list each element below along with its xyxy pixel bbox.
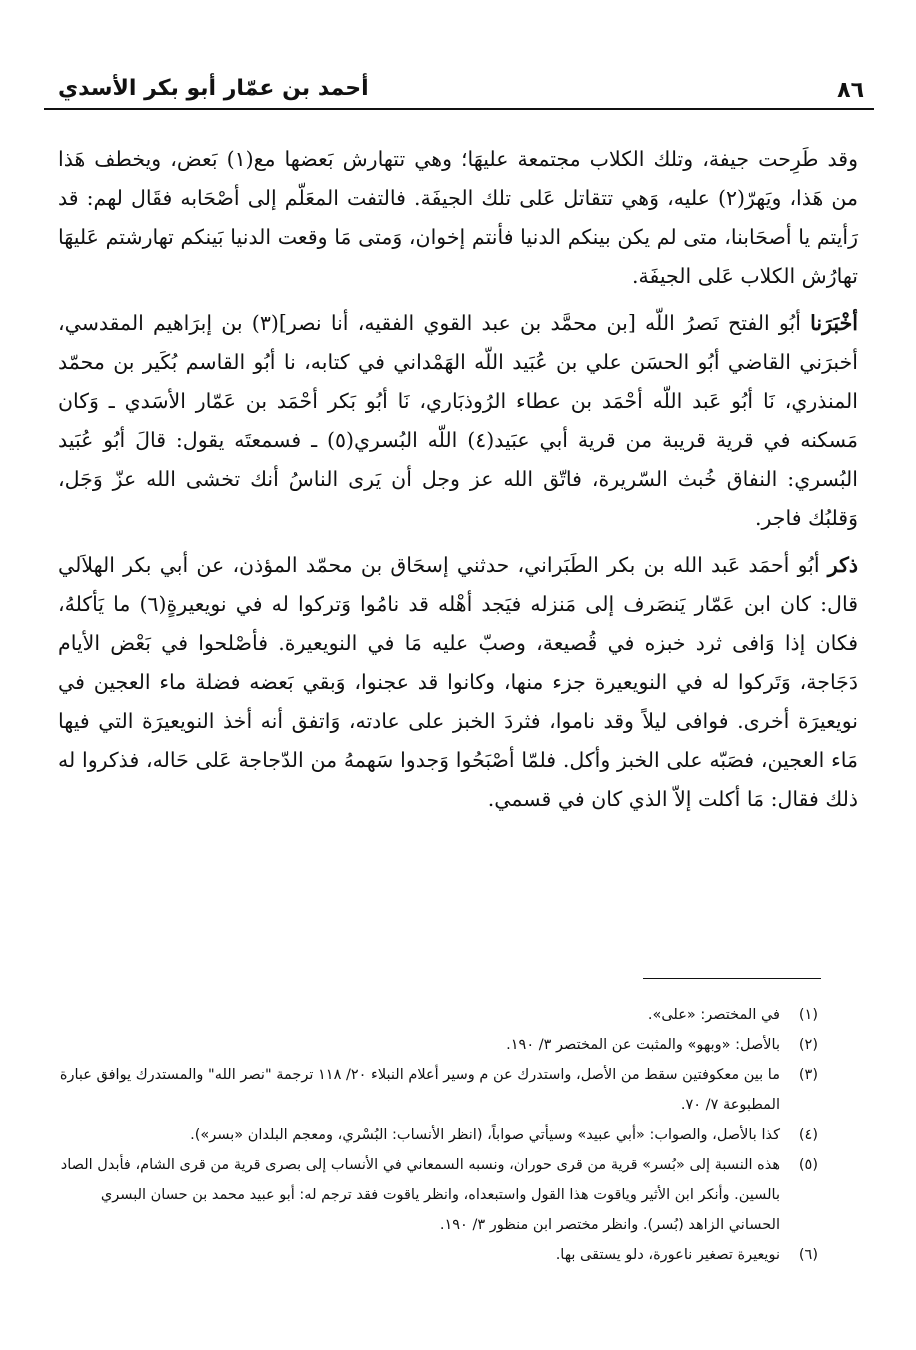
footnote-1 [52,1000,818,1030]
footnotes [52,1000,818,1270]
footnote-text: كذا بالأصل، والصواب: «أبي عبيد» وسيأتي صواباً، (انظر الأنساب: البُسْري، ومعجم البلدان «بسر»). [190,1127,780,1143]
paragraph-lead: ذكر [827,553,858,577]
footnote-number: (٦) [798,1247,818,1263]
footnote-4 [52,1120,818,1150]
footnote-text: ما بين معكوفتين سقط من الأصل، واستدرك عن م وسير أعلام النبلاء ٢٠/ ١١٨ ترجمة "نصر الله" والمستدرك يوافق عبارة المطبوعة ٧/ ٧٠. [59,1067,780,1113]
paragraph-text: وقد طَرِحت جيفة، وتلك الكلاب مجتمعة عليهَا؛ وهي تتهارش بَعضها مع(١) بَعض، ويخطف هَذا من هَذا، ويَهرّ(٢) عليه، وَهي تتقاتل عَلى تلك الجيفَة. فالتفت المعَلّم إلى أصْحَابه فقَال لهم: قد رَأيتم يا أصحَابنا، متى لم يكن بينكم الدنيا فأنتم إخوان، وَمتى مَا وقعت الدنيا بَينكم تهارشتم عَليهَا تهارُش الكلاب عَلى الجيفَة. [58,147,859,288]
footnote-number: (٢) [798,1037,818,1053]
paragraph-lead: أخْبَرَنا [810,311,858,335]
page-header [44,72,874,110]
footnote-number: (٣) [798,1067,818,1083]
footnote-number: (٥) [798,1157,818,1173]
footnote-separator [643,978,821,979]
footnote-2 [52,1030,818,1060]
footnote-number: (٤) [798,1127,818,1143]
footnote-number: (١) [798,1007,818,1023]
footnote-text: بالأصل: «وبهو» والمثبت عن المختصر ٣/ ١٩٠. [506,1037,780,1053]
paragraph-text: أبُو الفتح نَصرُ اللّه [بن محمَّد بن عبد القوي الفقيه، أنا نصر](٣) بن إبرَاهيم المقدسي، أخبرَني القاضي أبُو الحسَن علي بن عُبَيد اللّه الهَمْداني في كتابه، نا أبُو القاسم بُكَير بن محمّد المنذري، نَا أبُو عَبد اللّه أحْمَد بن عطاء الرُوذبَاري، نَا أبُو بَكر أحْمَد بن عَمّار الأسَدي ـ وَكان مَسكنه في قرية قريبة من قرية أبي عبَيد(٤) اللّه البُسري(٥) ـ فسمعتَه يقول: قالَ أبُو عُبَيد البُسري: النفاق خُبث السّريرة، فاتّق الله عز وجل أن يَرى الناسُ أنك تخشى الله عزّ وَجَل، وَقلبُك فاجر. [58,311,859,530]
paragraph-text: أبُو أحمَد عَبد الله بن بكر الطَبَراني، حدثني إسحَاق بن محمّد المؤذن، عن أبي بكر الهلاَلي قال: كان ابن عَمّار يَنصَرف إلى مَنزله فيَجد أهْله قد نامُوا وَتركوا له في نويعيرةٍ(٦) ما يَأكلهُ، فكان إذا وَافى ثرد خبزه في قُصيعة، وصبّ عليه مَا في النويعيرة. فأصْلحوا في بَعْض الأيام دَجَاجة، وَتَركوا له في النويعيرة جزء منها، وكانوا قد عجنوا، وَبقي بَعضه فضلة ماء العجين في نويعيرَة أخرى. فوافى ليلاً وقد ناموا، فثردَ الخبز على عادته، وَاتفق أنه أخذ النويعيرَة التي فيها مَاء العجين، فصَبّه على الخبز وأكل. فلمّا أصْبَحُوا وَجدوا سَهمهُ من الدّجاجة عَلى حَاله، فذكروا له ذلك فقال: مَا أكلت إلاّ الذي كان في قسمي. [58,553,858,811]
footnote-3 [52,1060,818,1120]
running-title: أحمد بن عمّار أبو بكر الأسدي [58,76,369,101]
paragraph-3 [58,546,858,819]
paragraph-1 [58,140,858,296]
paragraph-2 [58,304,858,538]
page-number: ٨٦ [837,78,864,103]
footnote-text: في المختصر: «على». [647,1007,780,1023]
footnote-6 [52,1240,818,1270]
main-text [58,140,858,819]
footnote-text: نويعيرة تصغير ناعورة، دلو يستقى بها. [555,1247,780,1263]
footnote-text: هذه النسبة إلى «بُسر» قرية من قرى حوران، ونسبه السمعاني في الأنساب إلى بصرى قرية من قرى الشام، فأبدل الصاد بالسين. وأنكر ابن الأثير وياقوت هذا القول واستبعداه، وانظر ياقوت فقد ترجم له: أبو عبيد محمد بن حسان البسري الحساني الزاهد (بُسر). وانظر مختصر ابن منظور ٣/ ١٩٠. [60,1157,780,1233]
footnote-5 [52,1150,818,1240]
